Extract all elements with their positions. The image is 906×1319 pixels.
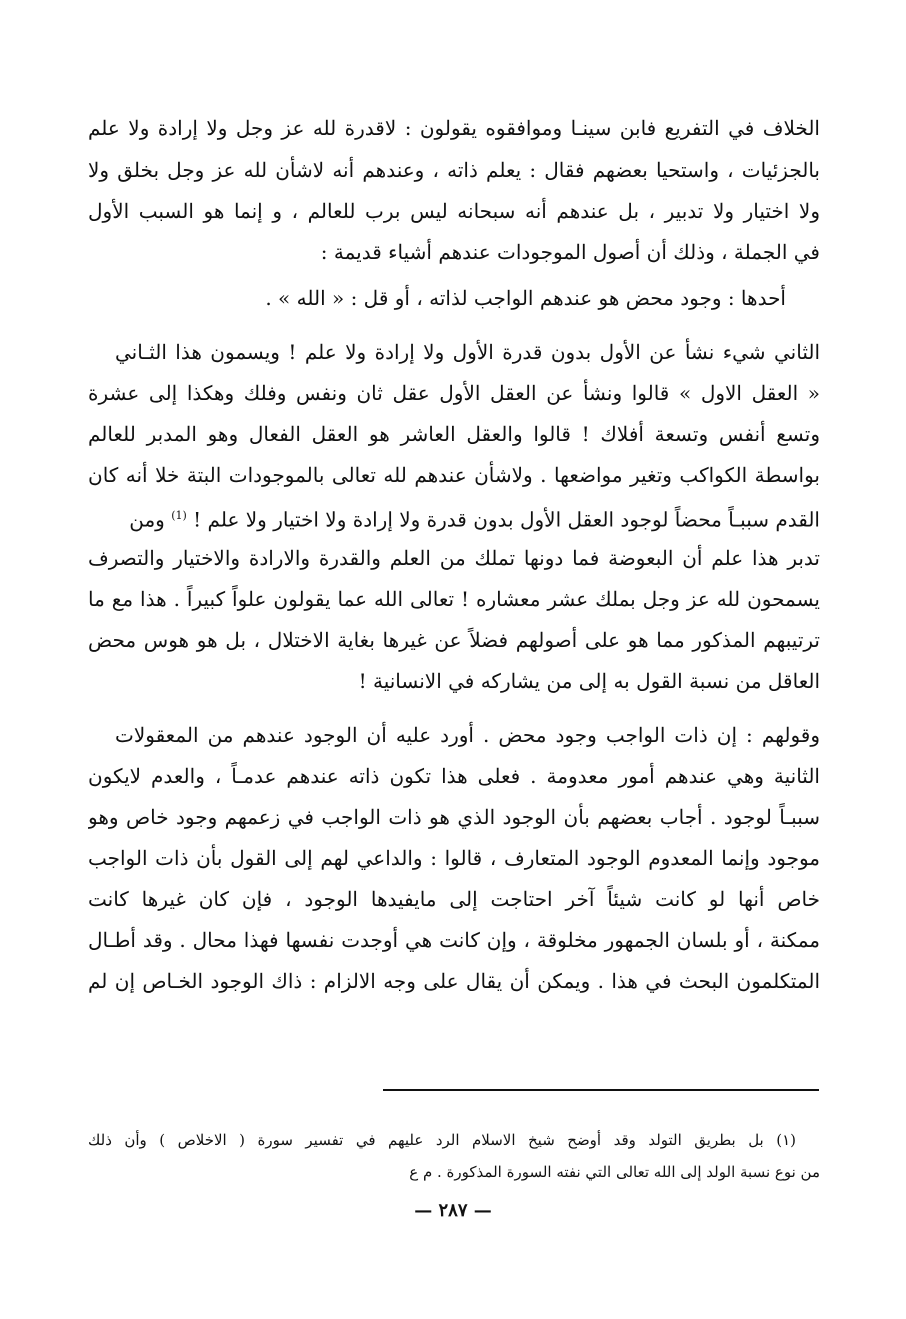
text-line: خاص أنها لو كانت شيئاً آخر احتاجت إلى مايفيدها الوجود ، فإن كان غيرها كانت [88, 887, 820, 911]
footnote-divider [383, 1089, 819, 1091]
text-line: القدم سببـاً محضاً لوجود العقل الأول بدون قدرة ولا إرادة ولا اختيار ولا علم ! [193, 507, 820, 532]
text-line: « العقل الاول » قالوا ونشأ عن العقل الأول عقل ثان ونفس وفلك وهكذا إلى عشرة [88, 381, 820, 405]
text-line: تدبر هذا علم أن البعوضة فما دونها تملك من العلم والقدرة والارادة والاختيار والتصرف [88, 546, 820, 570]
text-line: يسمحون لله عز وجل بملك عشر معشاره ! تعالى الله عما يقولون علواً كبيراً . هذا مع ما [88, 587, 820, 611]
text-line: الخلاف في التفريع فابن سينـا وموافقوه يقولون : لاقدرة لله عز وجل ولا إرادة ولا علم [88, 116, 820, 140]
page-number: — ٢٨٧ — [414, 1200, 492, 1221]
text-line: وتسع أنفس وتسعة أفلاك ! قالوا والعقل العاشر هو العقل الفعال وهو المدبر للعالم [88, 422, 820, 446]
text-line: العاقل من نسبة القول به إلى من يشاركه في الانسانية ! [358, 669, 820, 693]
text-line: بالجزئيات ، واستحيا بعضهم فقال : يعلم ذاته ، وعندهم أنه لاشأن لله عز وجل بخلق ولا [88, 158, 820, 182]
text-line: ترتيبهم المذكور مما هو على أصولهم فضلاً عن غيرها بغاية الاختلال ، بل هو هوس محض [88, 628, 820, 652]
text-line: ولا اختيار ولا تدبير ، بل عندهم أنه سبحانه ليس برب للعالم ، و إنما هو السبب الأول [88, 199, 820, 223]
text-line: وقولهم : إن ذات الواجب وجود محض . أورد عليه أن الوجود عندهم من المعقولات [115, 723, 820, 747]
text-line: أحدها : وجود محض هو عندهم الواجب لذاته ، أو قل : « الله » . [265, 286, 786, 310]
text-line: الثانية وهي عندهم أمور معدومة . فعلى هذا تكون ذاته عندهم عدمـاً ، والعدم لايكون [88, 764, 820, 788]
text-line-with-footnote [88, 501, 820, 535]
text-line: الثاني شيء نشأ عن الأول بدون قدرة الأول ولا إرادة ولا علم ! ويسمون هذا الثـاني [115, 340, 820, 364]
footnote-line: من نوع نسبة الولد إلى الله تعالى التي نفته السورة المذكورة . م ع [409, 1163, 820, 1181]
text-line: في الجملة ، وذلك أن أصول الموجودات عندهم أشياء قديمة : [320, 240, 820, 264]
footnote-line: (١) بل بطريق التولد وقد أوضح شيخ الاسلام الرد عليهم في تفسير سورة ( الاخلاص ) وأن ذلك [88, 1131, 796, 1149]
text-line: ممكنة ، أو بلسان الجمهور مخلوقة ، وإن كانت هي أوجدت نفسها فهذا محال . وقد أطـال [88, 928, 820, 952]
text-line: بواسطة الكواكب وتغير مواضعها . ولاشأن عندهم لله تعالى بالموجودات البتة خلا أنه كان [88, 463, 820, 487]
text-line: موجود وإنما المعدوم الوجود المتعارف ، قالوا : والداعي لهم إلى القول بأن ذات الواجب [88, 846, 820, 870]
footnote-reference[interactable]: (1) [171, 509, 187, 522]
text-line: سببـاً لوجود . أجاب بعضهم بأن الوجود الذي هو ذات الواجب في زعمهم وجود خاص وهو [88, 805, 820, 829]
text-line-tail: ومن [129, 507, 165, 532]
text-line: المتكلمون البحث في هذا . ويمكن أن يقال على وجه الالزام : ذاك الوجود الخـاص إن لم [88, 969, 820, 993]
